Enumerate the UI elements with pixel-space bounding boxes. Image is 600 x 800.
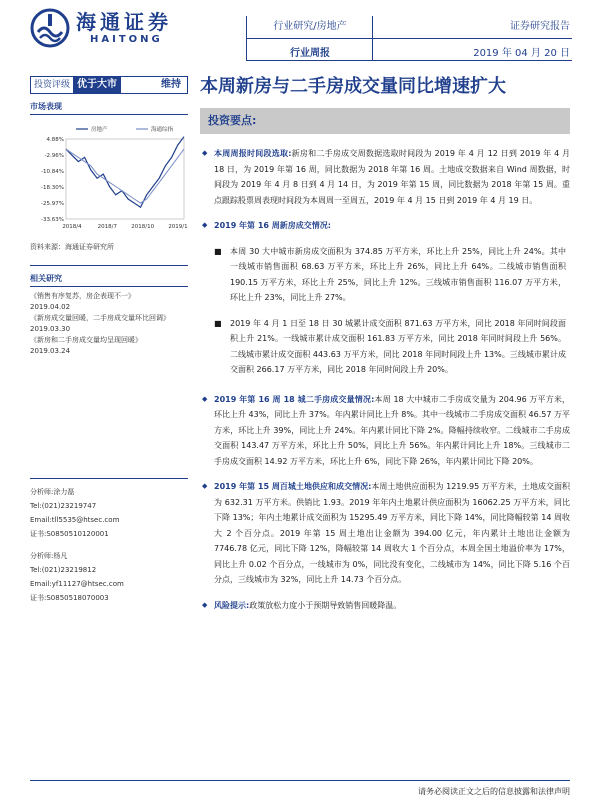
investment-rating bbox=[30, 76, 188, 94]
series-line-0 bbox=[66, 137, 184, 208]
bullet-risk bbox=[200, 598, 570, 614]
y-tick-label: -10.84% bbox=[41, 169, 64, 175]
x-tick-label: 2019/1 bbox=[168, 224, 188, 230]
legend-label: 房地产 bbox=[91, 127, 108, 133]
bullet-heading: 2019 年第 16 周新房成交情况: bbox=[214, 221, 331, 230]
report-category: 行业研究/房地产 bbox=[273, 21, 347, 32]
related-item-date: 2019.04.02 bbox=[30, 303, 71, 311]
y-tick-label: -2.96% bbox=[44, 153, 64, 159]
legend-label: 海通综指 bbox=[151, 127, 174, 133]
haitong-logo-icon bbox=[30, 8, 70, 48]
bullet-text: 新房和二手房成交周数据选取时间段为 2019 年 4 月 12 日到 2019 年 4 月 18 日，为 2019 年第 16 周，同比数据为 2018 年第 16 周。土地成交数据来自 Wind 周数据，时间段为 2019 年 4 月 8 日到 4 月 14 日，为 2019 年第 15 周，同比数据为 2018 年第 15 周。重点跟踪股票周表现时间段为本周周一至周五，2019 年 4 月 15 日到 2019 年 4 月 19 日。 bbox=[214, 149, 570, 205]
market-chart-svg bbox=[30, 119, 188, 237]
bullet-text: 本周 18 大中城市二手房成交量为 204.96 万平方米，环比上升 43%，同比上升 37%。年内累计同比上升 8%。其中一线城市二手房成交面积 46.57 万平方米，环比上升 39%，同比上升 24%。年内累计同比下降 2%。降幅持续收窄。二线城市二手房成交面积 143.47 万平方米，环比上升 50%，同比上升 56%。年内累计同比上升 18%。三线城市二手房成交面积 14.92 万平方米，环比上升 6%，同比下降 26%，年内累计同比下降 20%。 bbox=[214, 394, 571, 466]
bullet-period bbox=[200, 146, 570, 208]
rating-value: 优于大市 bbox=[73, 77, 121, 93]
sidebar bbox=[30, 100, 188, 357]
related-item[interactable] bbox=[30, 291, 188, 313]
page-header bbox=[0, 0, 600, 62]
y-tick-label: -18.30% bbox=[41, 185, 64, 191]
y-tick-label: -25.97% bbox=[41, 201, 64, 207]
chart-plot-area bbox=[66, 139, 184, 219]
analyst-cert: 证书:S0850510120001 bbox=[30, 530, 109, 538]
report-type: 行业周报 bbox=[290, 48, 330, 59]
report-date: 2019 年 04 月 20 日 bbox=[473, 48, 570, 59]
bullet-text: 政策放松力度小于预期导致销售回暖降温。 bbox=[249, 600, 402, 610]
new-home-cumulative: ■ 2019 年 4 月 1 日至 18 日 30 城累计成交面积 871.63 万平方米，同比 2018 年同时间段面积上升 21%。一线城市累计成交面积 161.83 万平方米，同比 2018 年同时间段上升 56%。二线城市累计成交面积 443.63 万平方米，同比 2018 年同时间段上升 13%。三线城市累计成交面积 266.17 万平方米，同比 2018 年同时间段上升 20%。 bbox=[200, 316, 570, 378]
analyst-email[interactable]: Email:yf11127@htsec.com bbox=[30, 580, 124, 588]
analyst-tel: Tel:(021)23219812 bbox=[30, 566, 97, 574]
x-tick-label: 2018/4 bbox=[62, 224, 82, 230]
footer-disclaimer[interactable]: 请务必阅读正文之后的信息披露和法律声明 bbox=[418, 787, 570, 796]
rating-label: 投资评级 bbox=[34, 80, 71, 90]
analyst-name: 分析师:涂力磊 bbox=[30, 488, 75, 496]
analyst-cert: 证书:S0850518070003 bbox=[30, 594, 109, 602]
bullet-heading: 2019 年第 16 周 18 城二手房成交量情况: bbox=[214, 394, 375, 404]
bullet-new-home bbox=[200, 218, 570, 234]
bullet-text: 本周土地供应面积为 1219.95 万平方米，土地成交面积为 632.31 万平方米。供销比 1.93。2019 年年内土地累计供应面积为 16062.25 万平方米，同比下降 13%；年内土地累计成交面积为 15295.49 万平方米，同比下降 14%，同比降幅较第 14 周收大 2 个百分点。2019 年第 15 周土地出让金额为 394.00 亿元，年内累计土地出让金额为 7746.78 亿元，同比下降 12%，降幅较第 14 周收大 1 个百分点，本周全国土地溢价率为 17%，同比上升 0.02 个百分点，一线城市为 0%，同比没有变化，二线城市为 14%，同比下降 5.16 个百分点，三线城市为 32%，同比上升 14.73 个百分点。 bbox=[214, 482, 571, 584]
x-tick-label: 2018/10 bbox=[131, 224, 155, 230]
footer-divider bbox=[30, 780, 570, 781]
logo-chinese-name: 海通证券 bbox=[76, 10, 172, 34]
new-home-weekly: ■ 本周 30 大中城市新房成交面积为 374.85 万平方米，环比上升 25%，同比上升 24%。其中一线城市销售面积 68.63 万平方米，环比上升 26%，同比上升 64%。二线城市销售面积 190.15 万平方米，环比上升 25%，同比上升 12%。三线城市销售面积 116.07 万平方米，环比上升 23%，同比上升 27%。 bbox=[200, 244, 570, 306]
bullet-land bbox=[200, 479, 570, 588]
main-content bbox=[200, 108, 570, 613]
analyst-name: 分析师:杨凡 bbox=[30, 552, 68, 560]
related-item[interactable] bbox=[30, 313, 188, 335]
y-tick-label: 4.88% bbox=[46, 137, 64, 143]
related-item-title: 《新房和二手房成交量均呈现回暖》 bbox=[30, 336, 142, 344]
logo-english-name: HAITONG bbox=[90, 34, 163, 45]
related-item-date: 2019.03.24 bbox=[30, 347, 71, 355]
market-section-title: 市场表现 bbox=[30, 100, 188, 115]
related-item-title: 《销售有序复苏，房企表现不一》 bbox=[30, 292, 135, 300]
analyst-email[interactable]: Email:tll5535@htsec.com bbox=[30, 516, 120, 524]
analyst-info bbox=[30, 478, 188, 605]
x-tick-label: 2018/7 bbox=[97, 224, 118, 230]
related-item-title: 《新房成交量回暖，二手房成交量环比回调》 bbox=[30, 314, 170, 322]
bullet-heading: 2019 年第 15 周百城土地供应和成交情况: bbox=[214, 482, 372, 491]
bullet-second-hand bbox=[200, 392, 570, 470]
market-chart bbox=[30, 119, 188, 237]
related-item[interactable] bbox=[30, 335, 188, 357]
company-logo bbox=[30, 8, 172, 48]
y-tick-label: -33.63% bbox=[41, 217, 64, 223]
rating-status: 维持 bbox=[161, 79, 181, 90]
related-section-title: 相关研究 bbox=[30, 272, 188, 287]
bullet-heading: 风险提示: bbox=[214, 600, 250, 610]
bullet-heading: 本周周报时间段选取: bbox=[214, 149, 292, 158]
page-title: 本周新房与二手房成交量同比增速扩大 bbox=[200, 76, 506, 97]
report-label: 证券研究报告 bbox=[510, 21, 570, 32]
analyst-tel: Tel:(021)23219747 bbox=[30, 502, 97, 510]
chart-source: 资料来源：海通证券研究所 bbox=[30, 241, 188, 266]
related-item-date: 2019.03.30 bbox=[30, 325, 71, 333]
key-points-title: 投资要点: bbox=[200, 108, 570, 134]
